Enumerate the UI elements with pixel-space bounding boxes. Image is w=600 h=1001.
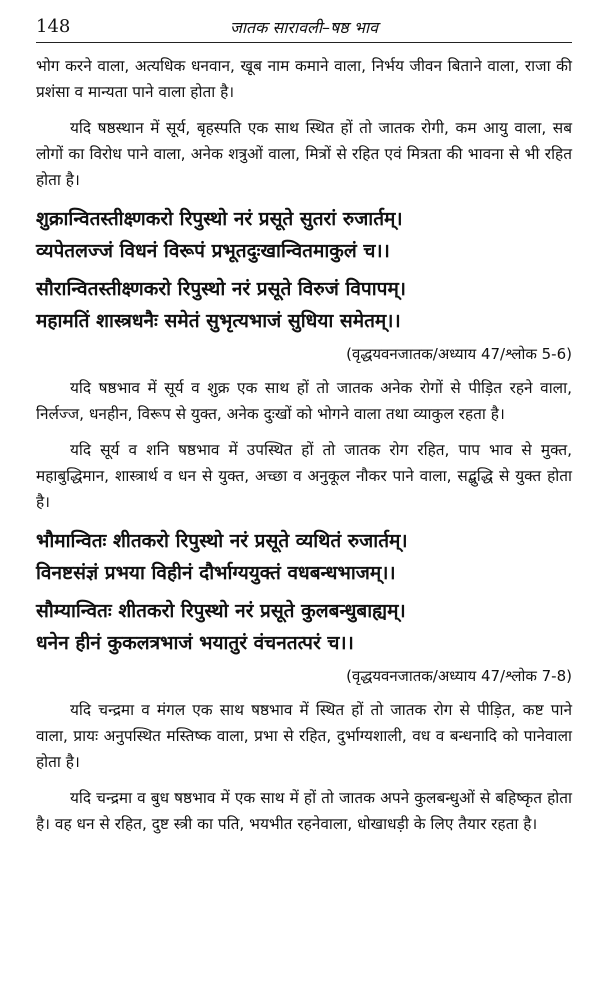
verse-line: सौरान्वितस्तीक्ष्णकरो रिपुस्थो नरं प्रसूते विरुजं विपापम्। bbox=[36, 278, 407, 300]
verse-line: शुक्रान्वितस्तीक्ष्णकरो रिपुस्थो नरं प्रसूते सुतरां रुजार्तम्। bbox=[36, 208, 403, 230]
verse-source: (वृद्धयवनजातक/अध्याय 47/श्लोक 5-6) bbox=[346, 345, 572, 363]
verse-line: विनष्टसंज्ञं प्रभया विहीनं दौर्भाग्ययुक्तं वधबन्धभाजम्।। bbox=[36, 562, 396, 584]
paragraph: यदि षष्ठस्थान में सूर्य, बृहस्पति एक साथ स्थित हों तो जातक रोगी, कम आयु वाला, सब लोगों का विरोध पाने वाला, अनेक शत्रुओं वाला, मित्रों से रहित एवं मित्रता की भावना से भी रहित होता है। bbox=[36, 119, 572, 189]
page-number: 148 bbox=[36, 16, 71, 37]
verse-line: सौम्यान्वितः शीतकरो रिपुस्थो नरं प्रसूते कुलबन्धुबाह्यम्। bbox=[36, 600, 406, 622]
verse-line: व्यपेतलज्जं विधनं विरूपं प्रभूतदुःखान्वितमाकुलं च।। bbox=[36, 240, 390, 262]
sanskrit-verse-block bbox=[36, 203, 572, 337]
running-title: जातक सारावली–षष्ठ भाव bbox=[229, 18, 379, 37]
paragraph: यदि चन्द्रमा व बुध षष्ठभाव में एक साथ में हों तो जातक अपने कुलबन्धुओं से बहिष्कृत होता है। वह धन से रहित, दुष्ट स्त्री का पति, भयभीत रहनेवाला, धोखाधड़ी के लिए तैयार रहता है। bbox=[36, 789, 572, 833]
verse-line: धनेन हीनं कुकलत्रभाजं भयातुरं वंचनतत्परं च।। bbox=[36, 632, 354, 654]
verse-line: महामतिं शास्त्रधनैः समेतं सुभृत्यभाजं सुधिया समेतम्।। bbox=[36, 310, 401, 332]
verse-source: (वृद्धयवनजातक/अध्याय 47/श्लोक 7-8) bbox=[346, 667, 572, 685]
paragraph: यदि सूर्य व शनि षष्ठभाव में उपस्थित हों तो जातक रोग रहित, पाप भाव से मुक्त, महाबुद्धिमान, शास्त्रार्थ व धन से युक्त, अच्छा व अनुकूल नौकर पाने वाला, सद्बुद्धि से युक्त होता है। bbox=[36, 441, 572, 511]
paragraph: यदि चन्द्रमा व मंगल एक साथ षष्ठभाव में स्थित हों तो जातक रोग से पीड़ित, कष्ट पाने वाला, प्रायः अनुपस्थित मस्तिष्क वाला, प्रभा से रहित, दुर्भाग्यशाली, वध व बन्धनादि को पानेवाला होता है। bbox=[36, 701, 572, 771]
page-header bbox=[36, 12, 572, 43]
paragraph: यदि षष्ठभाव में सूर्य व शुक्र एक साथ हों तो जातक अनेक रोगों से पीड़ित रहने वाला, निर्लज्ज, धनहीन, विरूप से युक्त, अनेक दुःखों को भोगने वाला तथा व्याकुल रहता है। bbox=[36, 379, 572, 423]
verse-line: भौमान्वितः शीतकरो रिपुस्थो नरं प्रसूते व्यथितं रुजार्तम्। bbox=[36, 530, 408, 552]
paragraph: भोग करने वाला, अत्यधिक धनवान, खूब नाम कमाने वाला, निर्भय जीवन बिताने वाला, राजा की प्रशंसा व मान्यता पाने वाला होता है। bbox=[36, 57, 572, 101]
sanskrit-verse-block bbox=[36, 525, 572, 659]
